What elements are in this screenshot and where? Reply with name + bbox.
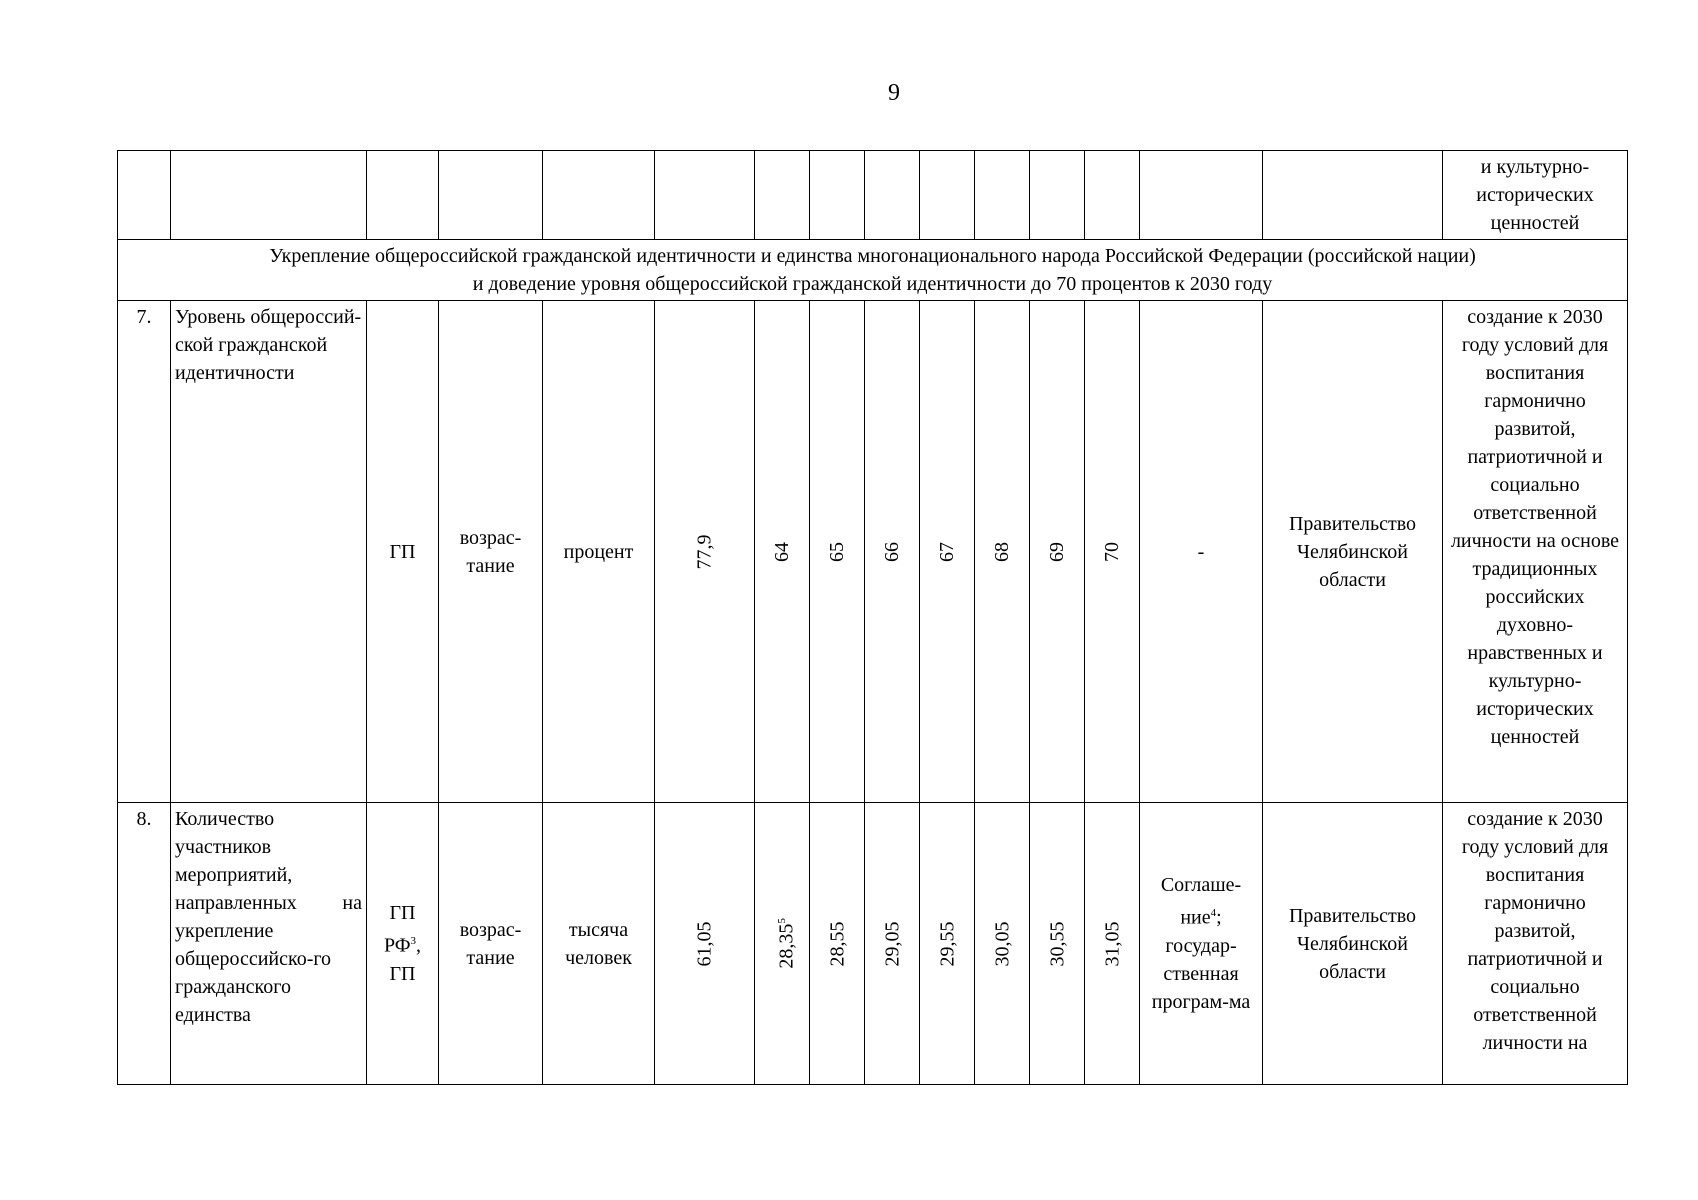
- base-value: 61,05: [655, 803, 755, 1085]
- responsible-cell: Правительство Челябинской области: [1263, 301, 1443, 803]
- section-header-line2: и доведение уровня общероссийской гражданской идентичности до 70 процентов к 2030 году: [472, 273, 1273, 295]
- indicator-trend: возрас-тание: [439, 301, 543, 803]
- value-cell: 67: [920, 301, 975, 803]
- value-cell: 28,55: [810, 803, 865, 1085]
- value-cell: 30,05: [975, 803, 1030, 1085]
- value-cell: 30,55: [1030, 803, 1085, 1085]
- indicator-level: ГП $РФ^3$, ГП: [367, 803, 439, 1085]
- goal-fragment-cell: [1443, 151, 1628, 240]
- page-number-text: 9: [888, 80, 900, 106]
- value-cell: 64: [755, 301, 810, 803]
- responsible-cell: Правительство Челябинской области: [1263, 803, 1443, 1085]
- indicator-name: Количество участников мероприятий, направленных на укрепление общероссийско-го гражданского единства: [171, 803, 367, 1085]
- value-cell: 29,55: [920, 803, 975, 1085]
- value-cell: 68: [975, 301, 1030, 803]
- document-cell: Соглаше-ние$^4$; государ-ственная програм-ма: [1140, 803, 1263, 1085]
- table-row: [118, 803, 1628, 1085]
- value-cell: 69: [1030, 301, 1085, 803]
- indicators-table: [117, 150, 1628, 1085]
- value-cell: 65: [810, 301, 865, 803]
- base-value: 77,9: [655, 301, 755, 803]
- value-cell: 66: [865, 301, 920, 803]
- goal-fragment-text: и культурно-исторических ценностей: [1476, 156, 1594, 234]
- value-cell: 31,05: [1085, 803, 1140, 1085]
- goal-cell: создание к 2030 году условий для воспитания гармонично развитой, патриотичной и социально ответственной личности на основе традиционных российских духовно-нравственных и культурно-исторических ценностей: [1443, 301, 1628, 803]
- continuation-row: [118, 151, 1628, 240]
- value-cell: 28,35$^5$: [755, 803, 810, 1085]
- indicator-unit: тысяча человек: [543, 803, 655, 1085]
- section-header-line1: Укрепление общероссийской гражданской идентичности и единства многонационального народа Российской Федерации (российской нации): [269, 245, 1476, 267]
- table-row: [118, 301, 1628, 803]
- section-header: [118, 240, 1628, 301]
- document-cell: -: [1140, 301, 1263, 803]
- indicator-level: ГП: [367, 301, 439, 803]
- row-number: 8.: [118, 803, 171, 1085]
- goal-cell: создание к 2030 году условий для воспитания гармонично развитой, патриотичной и социально ответственной личности на: [1443, 803, 1628, 1085]
- indicator-name: Уровень общероссий-ской гражданской идентичности: [171, 301, 367, 803]
- indicator-trend: возрас-тание: [439, 803, 543, 1085]
- value-cell: 70: [1085, 301, 1140, 803]
- indicator-unit: процент: [543, 301, 655, 803]
- value-cell: 29,05: [865, 803, 920, 1085]
- row-number: 7.: [118, 301, 171, 803]
- section-header-row: [118, 240, 1628, 301]
